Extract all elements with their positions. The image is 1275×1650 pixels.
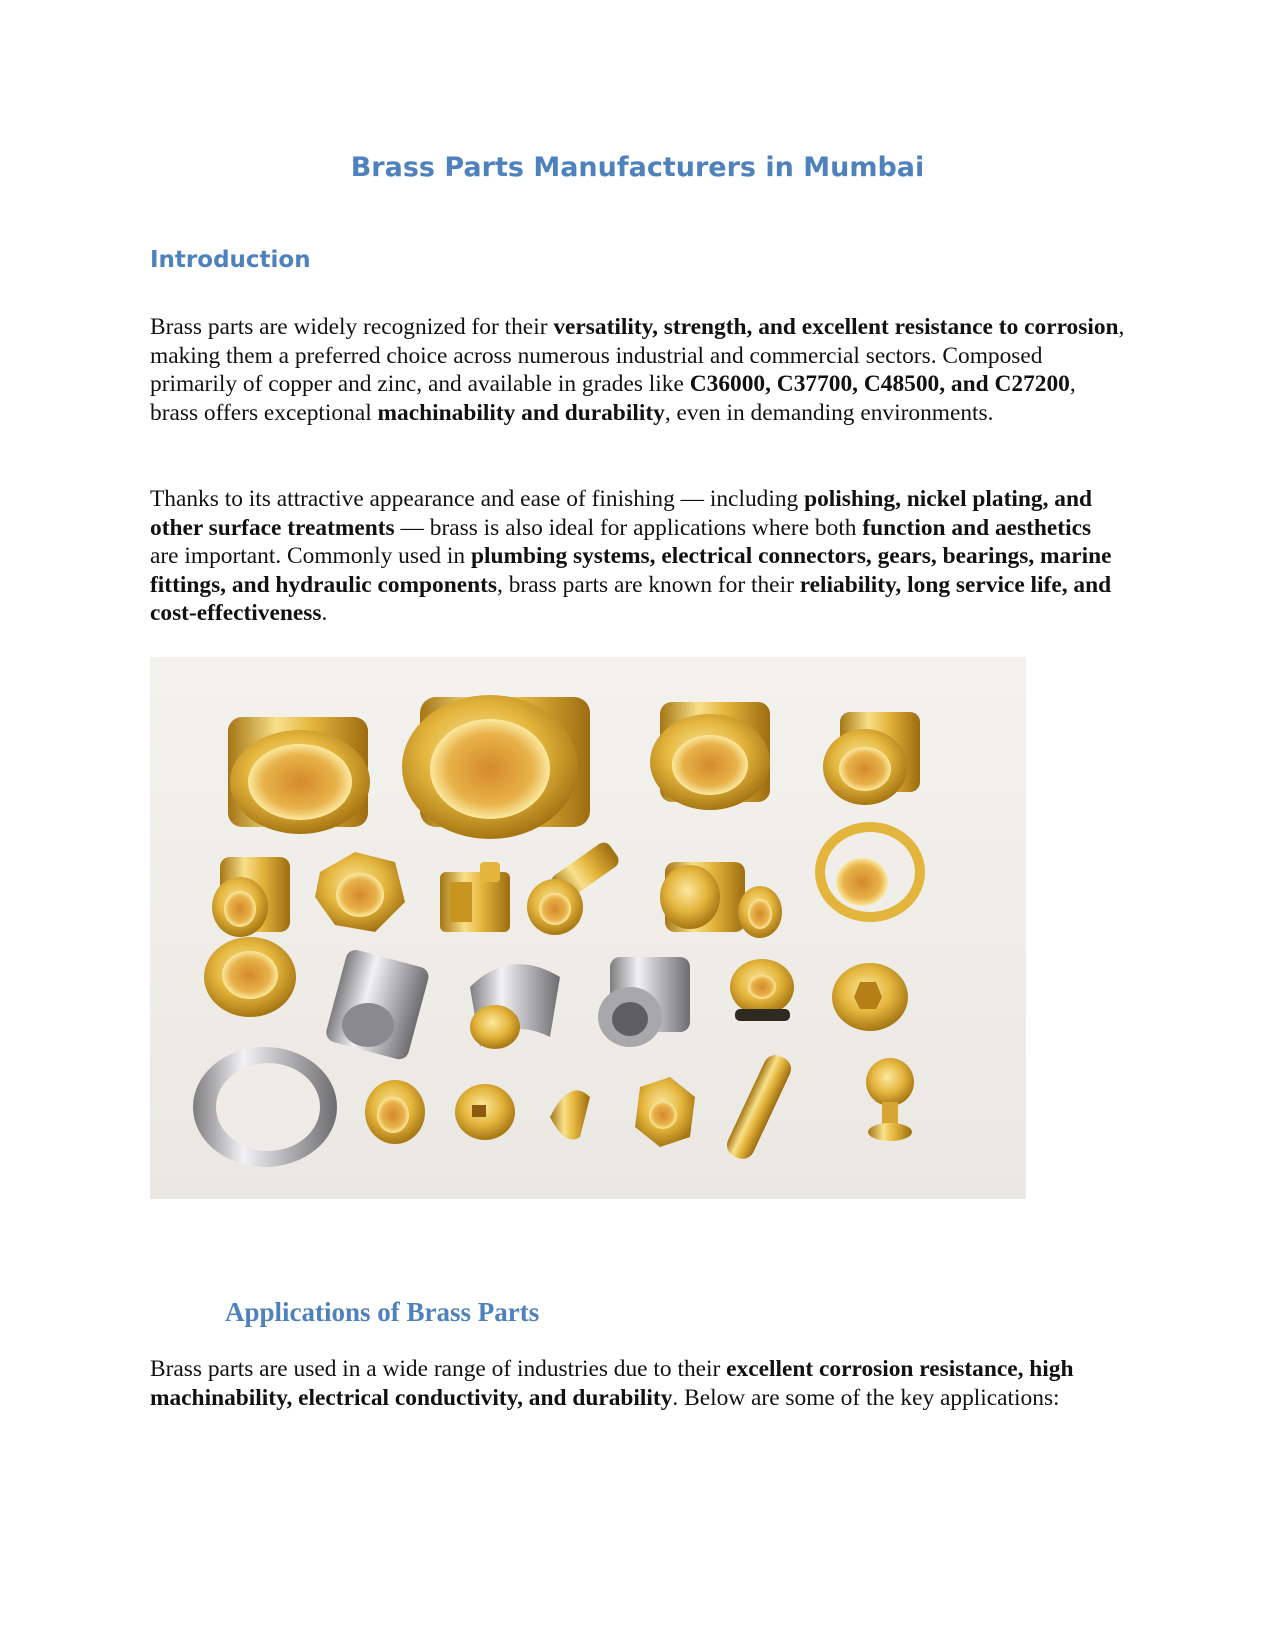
text-run: Brass parts are used in a wide range of industries due to their	[150, 1356, 727, 1382]
brass-sleeve-part	[228, 717, 370, 834]
text-run: are important. Commonly used in	[150, 543, 471, 570]
intro-paragraph-2	[150, 485, 1125, 628]
text-run: . Below are some of the key applications:	[672, 1384, 1060, 1411]
nickel-sleeve	[324, 948, 431, 1062]
bold-text-run: polishing, nickel plating, and other surface treatments	[150, 486, 1093, 541]
applications-heading: Applications of Brass Parts	[225, 1297, 540, 1327]
applications-paragraph	[150, 1355, 1125, 1412]
brass-hex-insert	[730, 959, 794, 1021]
text-run: , even in demanding environments.	[664, 399, 994, 426]
brass-cage-part	[820, 827, 920, 917]
brass-hex-nut	[315, 852, 405, 932]
brass-hex-adapter	[635, 1077, 695, 1147]
text-run: — brass is also ideal for applications where both	[394, 514, 863, 541]
text-run: Thanks to its attractive appearance and ease of finishing — including	[150, 486, 805, 512]
brass-connector-small	[455, 1084, 515, 1140]
brass-knurled-coupling	[650, 702, 770, 810]
text-run: , brass offers exceptional	[150, 371, 1076, 426]
bold-text-run: C36000, C37700, C48500, and C27200	[689, 371, 1070, 398]
brass-elbow-fitting	[660, 862, 782, 938]
brass-reducer-small	[365, 1080, 425, 1144]
brass-parts-photo	[150, 657, 1026, 1199]
text-run: .	[321, 600, 328, 627]
page-title: Brass Parts Manufacturers in Mumbai	[350, 152, 925, 183]
brass-plug	[832, 963, 908, 1031]
brass-terminal-connector	[440, 862, 510, 932]
nickel-brass-clamp	[470, 964, 560, 1049]
brass-threaded-bush	[204, 937, 296, 1017]
bold-text-run: function and aesthetics	[862, 514, 1092, 541]
brass-ball-knob	[866, 1058, 914, 1141]
bold-text-run: machinability and durability	[377, 399, 665, 426]
brass-parts-illustration	[150, 657, 1026, 1199]
bold-text-run: plumbing systems, electrical connectors, gears, bearings, marine fittings, and hydraulic components	[150, 543, 1112, 598]
text-run: , making them a preferred choice across numerous industrial and commercial sectors. Composed primarily of copper and zinc, and available in grades like	[150, 314, 1125, 398]
nickel-lock-ring	[193, 1047, 337, 1167]
brass-knurled-nut-large	[402, 695, 590, 839]
bold-text-run: versatility, strength, and excellent resistance to corrosion	[553, 314, 1119, 340]
text-run: Brass parts are widely recognized for their	[150, 314, 554, 340]
introduction-heading: Introduction	[150, 247, 311, 273]
brass-pin-bush	[527, 839, 622, 935]
intro-paragraph-1	[150, 313, 1125, 427]
text-run: , brass parts are known for their	[497, 571, 800, 598]
bold-text-run: reliability, long service life, and cost-effectiveness	[150, 571, 1112, 627]
nickel-flange-bush	[598, 957, 690, 1047]
brass-spring-clip	[550, 1090, 590, 1139]
bold-text-run: excellent corrosion resistance, high machinability, electrical conductivity, and durability	[150, 1356, 1074, 1411]
brass-reducer-fitting	[823, 712, 920, 805]
brass-threaded-nipple	[212, 857, 290, 937]
brass-hose-barb	[723, 1051, 795, 1163]
